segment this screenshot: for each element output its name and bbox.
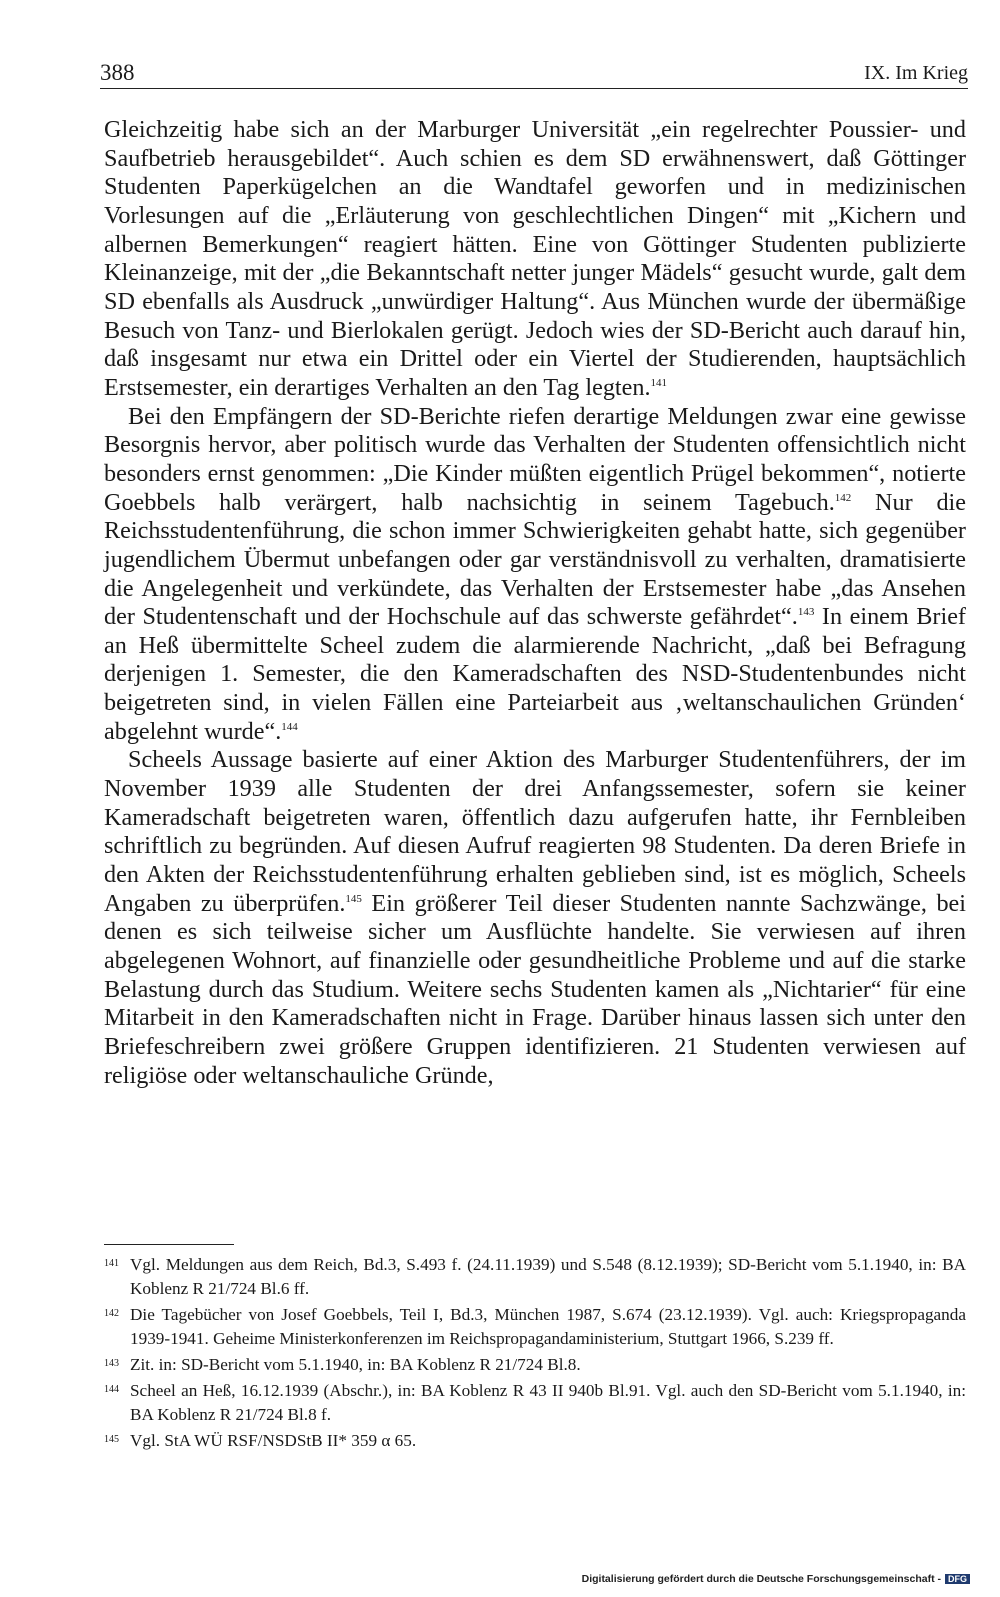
footnotes	[104, 1253, 966, 1455]
footnote-reference[interactable]: 142	[834, 491, 852, 504]
paragraph-text: Ein größerer Teil dieser Studenten nannte Sachzwänge, bei denen es sich teilweise sicher um Ausflüchte handelte. Sie verwiesen auf ihren abgelegenen Wohnort, auf finanzielle oder gesundheitliche Probleme und auf die starke Belastung durch das Studium. Weitere sechs Studenten kamen als „Nichtarier“ für eine Mitarbeit in den Kameradschaften nicht in Frage. Darüber hinaus lassen sich unter den Briefeschreibern zwei größere Gruppen identifizieren. 21 Studenten verwiesen auf religiöse oder weltanschauliche Gründe,	[104, 889, 966, 1089]
footnote-reference[interactable]: 145	[345, 892, 362, 905]
page-header	[100, 56, 968, 89]
footnote-text: Zit. in: SD-Bericht vom 5.1.1940, in: BA Koblenz R 21/724 Bl.8.	[130, 1355, 581, 1374]
paragraph-text: Nur die Reichsstudentenführung, die schon immer Schwierigkeiten gehabt hatte, sich gegenüber jugendlichem Übermut unbefangen oder gar verständnisvoll zu verhalten, dramatisierte die Angelegenheit und verkündete, das Verhalten der Erstsemester habe „das Ansehen der Studentenschaft und der Hochschule auf das schwerste gefährdet“.	[104, 488, 966, 631]
footnote-reference[interactable]: 141	[650, 376, 668, 389]
footnote	[104, 1303, 966, 1351]
dfg-logo: DFG	[945, 1574, 970, 1584]
paragraph-text: Bei den Empfängern der SD-Berichte riefen derartige Meldungen zwar eine gewisse Besorgnis hervor, aber politisch wurde das Verhalten der Studenten offensichtlich nicht besonders ernst genommen: „Die Kinder müßten eigentlich Prügel bekommen“, notierte Goebbels halb verärgert, halb nachsichtig in seinem Tagebuch.	[104, 402, 966, 516]
footnote-text: Vgl. Meldungen aus dem Reich, Bd.3, S.493 f. (24.11.1939) und S.548 (8.12.1939); SD-Bericht vom 5.1.1940, in: BA Koblenz R 21/724 Bl.6 ff.	[130, 1255, 966, 1298]
page-number: 388	[100, 60, 135, 85]
footnote-divider	[104, 1244, 234, 1245]
footnote-reference[interactable]: 144	[281, 720, 298, 733]
footnote-number: 141	[104, 1258, 119, 1269]
footnote-number: 142	[104, 1308, 119, 1319]
body-paragraph	[104, 403, 966, 747]
body-paragraph	[104, 116, 966, 403]
footnote-text: Scheel an Heß, 16.12.1939 (Abschr.), in: BA Koblenz R 43 II 940b Bl.91. Vgl. auch den SD-Bericht vom 5.1.1940, in: BA Koblenz R 21/724 Bl.8 f.	[130, 1381, 966, 1424]
footnote-number: 143	[104, 1358, 119, 1369]
body-paragraph	[104, 746, 966, 1090]
footnote	[104, 1429, 966, 1453]
main-text	[104, 116, 966, 1090]
footnote-text: Die Tagebücher von Josef Goebbels, Teil I, Bd.3, München 1987, S.674 (23.12.1939). Vgl. auch: Kriegspropaganda 1939-1941. Geheime Ministerkonferenzen im Reichspropagandaministerium, Stuttgart 1966, S.239 ff.	[130, 1305, 966, 1348]
footnote	[104, 1253, 966, 1301]
digitization-footer	[582, 1573, 970, 1585]
footnote-number: 145	[104, 1434, 119, 1445]
footnote-reference[interactable]: 143	[797, 606, 815, 619]
running-head: IX. Im Krieg	[864, 62, 968, 84]
funding-note: Digitalisierung gefördert durch die Deutsche Forschungsgemeinschaft -	[581, 1573, 941, 1585]
paragraph-text: In einem Brief an Heß übermittelte Scheel zudem die alarmierende Nachricht, „daß bei Befragung derjenigen 1. Semester, die den Kameradschaften des NSD-Studentenbundes nicht beigetreten sind, in vielen Fällen eine Parteiarbeit aus ‚weltanschaulichen Gründen‘ abgelehnt wurde“.	[104, 603, 966, 745]
footnote-text: Vgl. StA WÜ RSF/NSDStB II* 359 α 65.	[130, 1431, 417, 1450]
footnote	[104, 1353, 966, 1377]
paragraph-text: Scheels Aussage basierte auf einer Aktion des Marburger Studentenführers, der im November 1939 alle Studenten der drei Anfangssemester, sofern sie keiner Kameradschaft beigetreten waren, öffentlich dazu aufgerufen hatte, ihr Fernbleiben schriftlich zu begründen. Auf diesen Aufruf reagierten 98 Studenten. Da deren Briefe in den Akten der Reichsstudentenführung erhalten geblieben sind, ist es möglich, Scheels Angaben zu überprüfen.	[104, 746, 966, 917]
footnote	[104, 1379, 966, 1427]
paragraph-text: Gleichzeitig habe sich an der Marburger Universität „ein regelrechter Poussier- und Saufbetrieb herausgebildet“. Auch schien es dem SD erwähnenswert, daß Göttinger Studenten Paperkügelchen an die Wandtafel geworfen und in medizinischen Vorlesungen auf die „Erläuterung von geschlechtlichen Dingen“ mit „Kichern und albernen Bemerkungen“ reagiert hätten. Eine von Göttinger Studenten publizierte Kleinanzeige, mit der „die Bekanntschaft netter junger Mädels“ gesucht wurde, galt dem SD ebenfalls als Ausdruck „unwürdiger Haltung“. Aus München wurde der übermäßige Besuch von Tanz- und Bierlokalen gerügt. Jedoch wies der SD-Bericht auch darauf hin, daß insgesamt nur etwa ein Drittel oder ein Viertel der Studierenden, hauptsächlich Erstsemester, ein derartiges Verhalten an den Tag legten.	[104, 116, 966, 401]
footnote-number: 144	[104, 1384, 119, 1395]
